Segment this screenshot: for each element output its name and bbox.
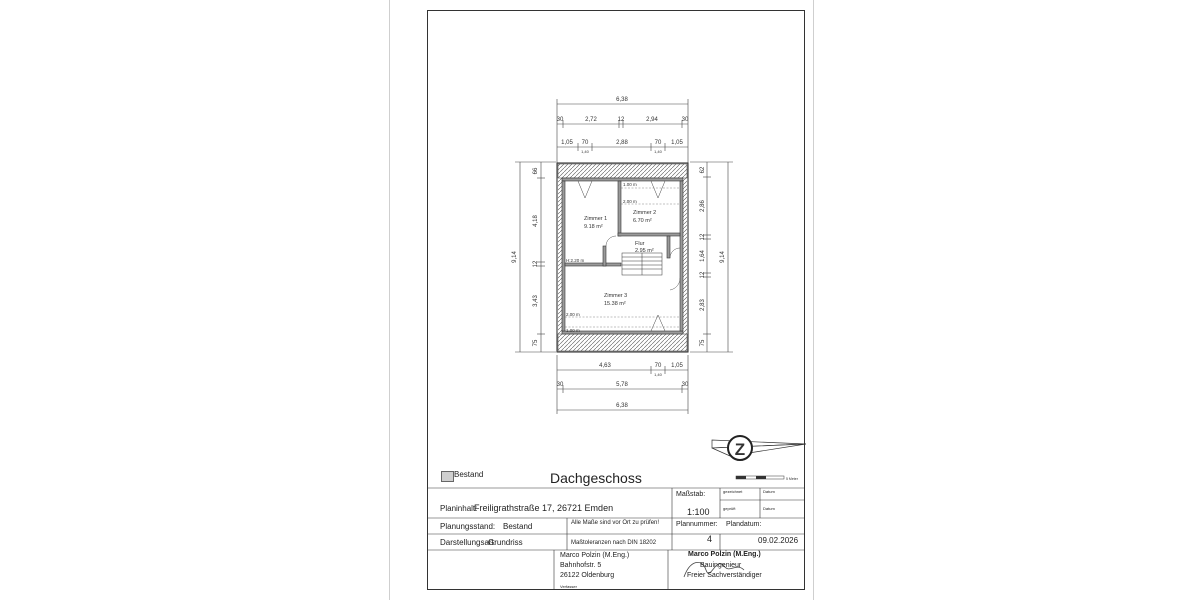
dim-top-r3-0: 1,05	[561, 140, 573, 146]
dim-left-2: 12	[533, 260, 539, 268]
room-name-1: Zimmer 1	[584, 216, 608, 222]
gezeichnet-label: gezeichnet	[723, 489, 743, 494]
verfasser-label: Verfasser	[560, 584, 577, 589]
dim-labels-right	[700, 166, 726, 346]
height-mark-2: H:2.20 m	[566, 258, 585, 263]
plannummer-label: Plannummer:	[676, 521, 718, 528]
dim-left-4: 75	[533, 339, 539, 347]
dim-right-2: 12	[700, 233, 706, 241]
signature-role: Freier Sachverständiger	[687, 572, 762, 579]
dim-left-overall: 9,14	[512, 251, 518, 263]
height-mark-3: 2.00 m	[566, 312, 580, 317]
dim-top-r3-2: 2,88	[616, 140, 628, 146]
planungsstand-label: Planungsstand:	[440, 522, 496, 531]
room-area-1: 9.18 m²	[584, 224, 603, 230]
geprueft-label: geprüft	[723, 506, 736, 511]
dim-right-1: 2,86	[700, 200, 706, 212]
dim-top-r2-2: 12	[617, 117, 625, 123]
massstab-value: 1:100	[687, 507, 710, 517]
plannummer-value: 4	[707, 534, 713, 544]
dim-bottom-sub: 1,40	[654, 372, 662, 377]
planinhalt-label: Planinhalt:	[440, 504, 478, 513]
dim-bottom-r1-2: 1,05	[671, 363, 683, 369]
dim-bottom-r2-0: 30	[556, 382, 564, 388]
dimension-lines-left	[515, 162, 556, 352]
planungsstand-value: Bestand	[503, 522, 533, 531]
dim-right-6: 75	[700, 339, 706, 347]
datum-label-1: Datum	[763, 489, 775, 494]
legend-swatch	[441, 471, 454, 482]
room-name-3: Flur	[635, 241, 645, 247]
author-name: Marco Polzin (M.Eng.)	[560, 552, 630, 559]
dim-top-sub-1: 1,40	[654, 149, 662, 154]
roof-eave-bottom	[558, 334, 687, 351]
dim-top-sub-0: 1,40	[581, 149, 589, 154]
plandatum-value: 09.02.2026	[758, 536, 799, 545]
roof-side-right	[683, 178, 687, 334]
north-arrow	[712, 436, 806, 460]
dim-top-r3-1: 70	[581, 140, 589, 146]
dim-top-r2-1: 2,72	[585, 117, 597, 123]
dim-bottom-overall: 6,38	[616, 403, 628, 409]
north-arrow-letter: Z	[734, 440, 746, 459]
room-name-2: Zimmer 2	[633, 210, 657, 216]
dim-left-0: 66	[533, 167, 539, 175]
dim-right-overall: 9,14	[720, 251, 726, 263]
planinhalt-value: Freiligrathstraße 17, 26721 Emden	[474, 503, 614, 513]
room-name-4: Zimmer 3	[604, 293, 628, 299]
massstab-label: Maßstab:	[676, 491, 706, 498]
roof-eave-top	[558, 164, 687, 178]
dim-top-r2-0: 30	[556, 117, 564, 123]
note-tolerances: Maßtoleranzen nach DIN 18202	[571, 540, 657, 546]
legend-label: Bestand	[454, 470, 484, 479]
dimension-lines-top	[557, 99, 688, 165]
dim-bottom-r2-1: 5,78	[616, 382, 628, 388]
dim-top-r3-4: 1,05	[671, 140, 683, 146]
plandatum-label: Plandatum:	[726, 521, 762, 528]
darstellungsart-label: Darstellungsart:	[440, 538, 497, 547]
dim-bottom-r2-2: 30	[681, 382, 689, 388]
author-city: 26122 Oldenburg	[560, 572, 615, 579]
dim-labels-left	[512, 167, 539, 346]
dim-top-r2-4: 30	[681, 117, 689, 123]
dim-top-r2-3: 2,94	[646, 117, 658, 123]
signature-name: Marco Polzin (M.Eng.)	[688, 551, 761, 558]
height-mark-4: 1.00 m	[566, 328, 580, 333]
signature-title: Bauingenieur	[700, 562, 742, 569]
dim-bottom-r1-1: 70	[654, 363, 662, 369]
datum-label-2: Datum	[763, 506, 775, 511]
dim-left-3: 3,43	[533, 295, 539, 307]
roof-side-left	[558, 178, 562, 334]
dim-bottom-r1-0: 4,63	[599, 363, 611, 369]
dim-top-overall: 6,38	[616, 97, 628, 103]
staircase	[622, 253, 662, 275]
dim-left-1: 4,18	[533, 215, 539, 227]
height-mark-1: 2.00 m	[623, 199, 637, 204]
dim-right-4: 12	[700, 271, 706, 279]
room-area-2: 6.70 m²	[633, 218, 652, 224]
author-street: Bahnhofstr. 5	[560, 562, 602, 569]
room-area-4: 15.38 m²	[604, 301, 626, 307]
room-area-3: 2.95 m²	[635, 248, 654, 254]
dim-right-0: 62	[700, 166, 706, 174]
dim-right-3: 1,64	[700, 250, 706, 262]
scale-bar	[736, 476, 799, 481]
drawing-title: Dachgeschoss	[550, 470, 642, 486]
note-check-dimensions: Alle Maße sind vor Ort zu prüfen!	[571, 520, 660, 526]
height-mark-0: 1.00 m	[623, 182, 637, 187]
dim-top-r3-3: 70	[654, 140, 662, 146]
dimension-lines-right	[690, 162, 733, 352]
scale-bar-label: 5 Meter	[786, 477, 798, 481]
dim-right-5: 2,83	[700, 299, 706, 311]
darstellungsart-value: Grundriss	[488, 538, 523, 547]
